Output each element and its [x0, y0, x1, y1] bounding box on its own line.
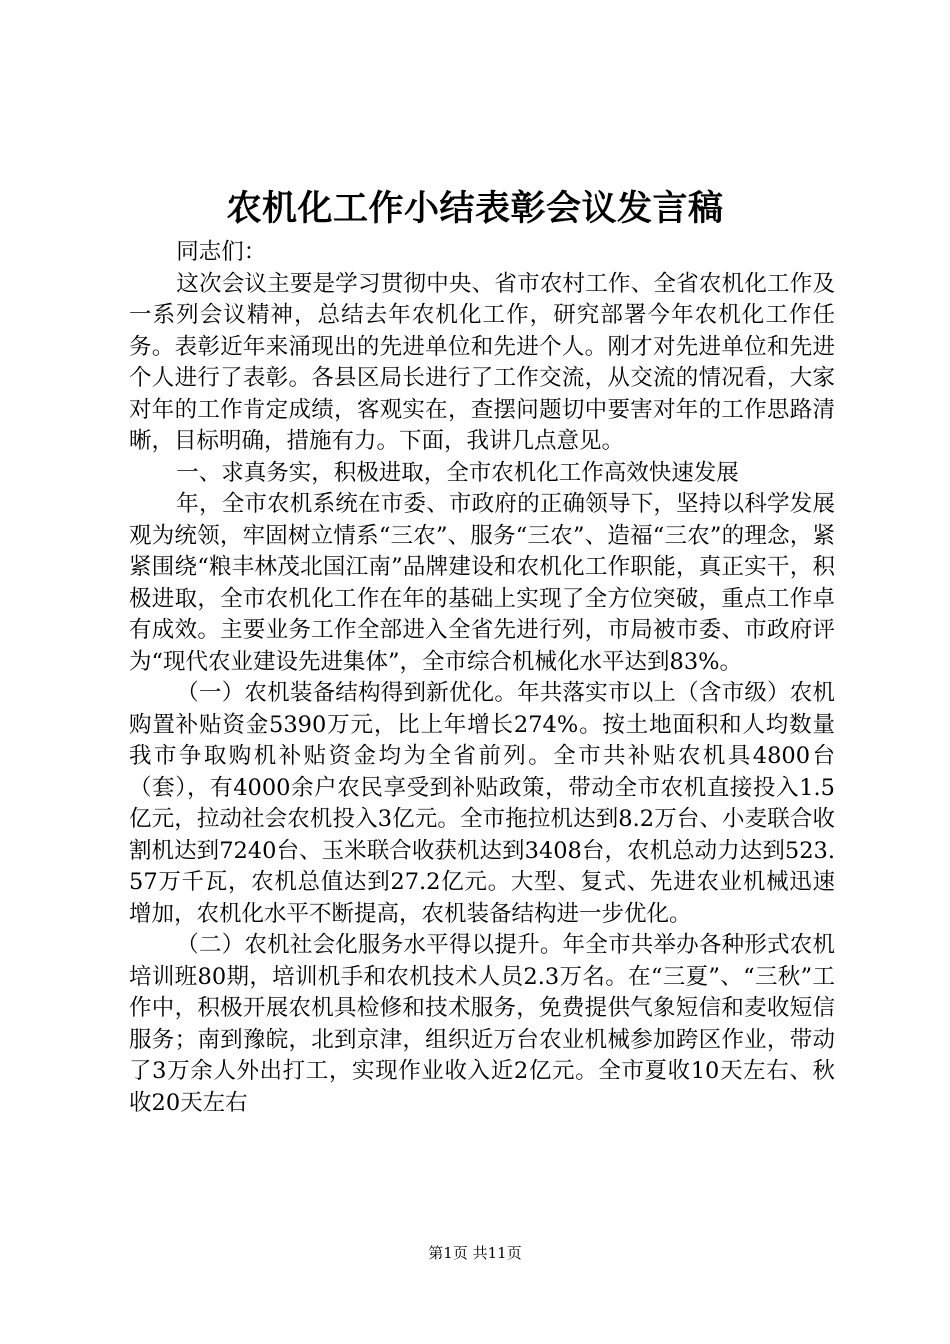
paragraph-services: （二）农机社会化服务水平得以提升。年全市共举办各种形式农机培训班80期，培训机手和农机技术人员2.3万名。在“三夏”、“三秋”工作中，积极开展农机具检修和技术服务，免费提供气象短信和麦收短信服务；南到豫皖，北到京津，组织近万台农业机械参加跨区作业，带动了3万余人外出打工，实现作业收入近2亿元。全市夏收10天左右、秋收20天左右 — [129, 932, 835, 1116]
paragraph-salutation: 同志们： — [176, 239, 267, 265]
page-number: 第1页 共11页 — [428, 1244, 522, 1262]
paragraph-overview: 年，全市农机系统在市委、市政府的正确领导下，坚持以科学发展观为统领，牢固树立情系“三农”、服务“三农”、造福“三农”的理念，紧紧围绕“粮丰林茂北国江南”品牌建设和农机化工作职能，真正实干，积极进取，全市农机化工作在年的基础上实现了全方位突破，重点工作卓有成效。主要业务工作全部进入全省先进行列，市局被市委、市政府评为“现代农业建设先进集体”，全市综合机械化水平达到83%。 — [129, 491, 835, 675]
paragraph-intro: 这次会议主要是学习贯彻中央、省市农村工作、全省农机化工作及一系列会议精神，总结去年农机化工作，研究部署今年农机化工作任务。表彰近年来涌现出的先进单位和先进个人。刚才对先进单位和先进个人进行了表彰。各县区局长进行了工作交流，从交流的情况看，大家对年的工作肯定成绩，客观实在，查摆问题切中要害对年的工作思路清晰，目标明确，措施有力。下面，我讲几点意见。 — [129, 270, 835, 454]
document-body — [129, 237, 835, 1119]
document-title: 农机化工作小结表彰会议发言稿 — [226, 188, 724, 229]
section-heading-1: 一、求真务实，积极进取，全市农机化工作高效快速发展 — [176, 459, 739, 486]
paragraph-equipment: （一）农机装备结构得到新优化。年共落实市以上（含市级）农机购置补贴资金5390万元，比上年增长274%。按土地面积和人均数量我市争取购机补贴资金均为全省前列。全市共补贴农机具4800台（套），有4000余户农民享受到补贴政策，带动全市农机直接投入1.5亿元，拉动社会农机投入3亿元。全市拖拉机达到8.2万台、小麦联合收割机达到7240台、玉米联合收获机达到3408台，农机总动力达到523.57万千瓦，农机总值达到27.2亿元。大型、复式、先进农业机械迅速增加，农机化水平不断提高，农机装备结构进一步优化。 — [129, 680, 835, 927]
